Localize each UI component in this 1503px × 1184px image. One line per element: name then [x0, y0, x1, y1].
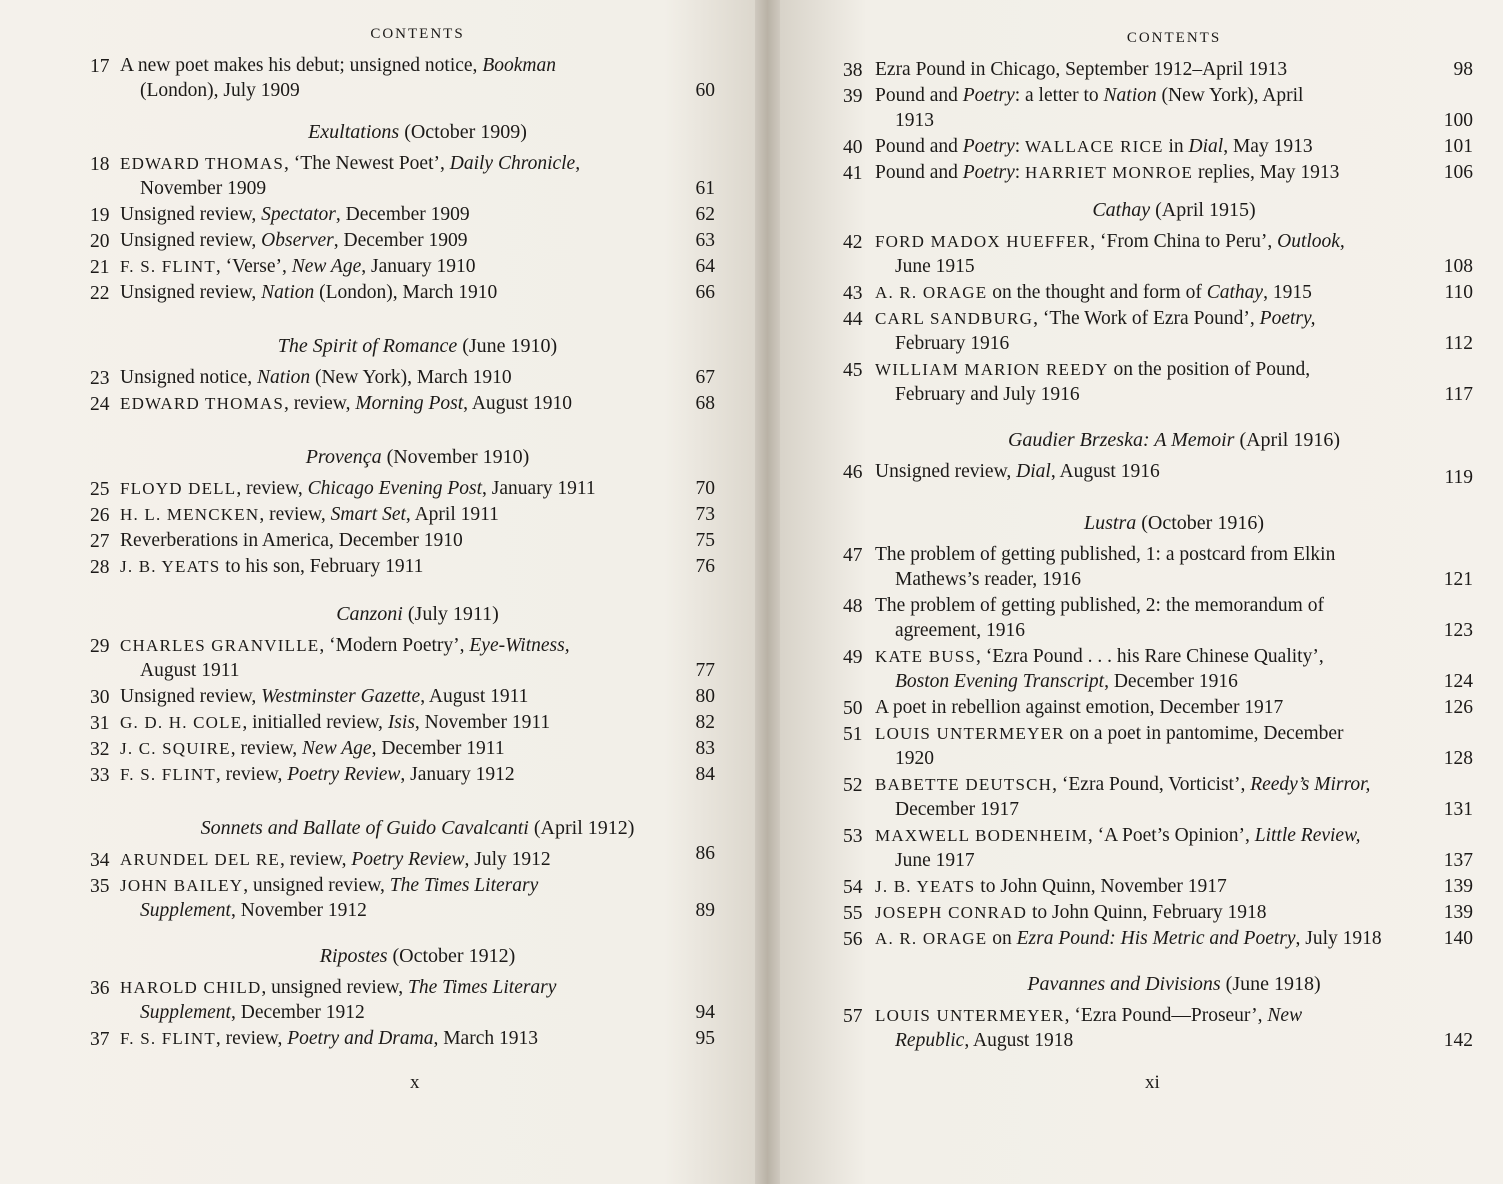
entry-page: 140 [1443, 928, 1473, 949]
entry-number: 46 [843, 462, 863, 483]
section-heading-ripostes: Ripostes (October 1912) [319, 945, 516, 967]
entry-text: Ezra Pound in Chicago, September 1912–April 1913 [875, 59, 1288, 80]
entry-text: FLOYD DELL, review, Chicago Evening Post, January 1911 [120, 478, 596, 499]
running-head: CONTENTS [1126, 30, 1222, 46]
entry-page: 117 [1444, 384, 1473, 405]
entry-number: 28 [90, 557, 110, 578]
entry-number: 49 [843, 647, 863, 668]
entry-number: 38 [843, 60, 863, 81]
entry-number: 37 [90, 1029, 110, 1050]
entry-page: 121 [1443, 569, 1473, 590]
entry-text: EDWARD THOMAS, review, Morning Post, August 1910 [120, 393, 573, 414]
contents-entry-44 [843, 306, 1473, 356]
contents-entry-57 [843, 1003, 1473, 1053]
entry-page: 112 [1444, 333, 1473, 354]
entry-text: LOUIS UNTERMEYER on a poet in pantomime, December 1920 [875, 723, 1344, 769]
contents-entry-48 [843, 593, 1473, 643]
entry-page: 61 [695, 178, 715, 199]
entry-number: 33 [90, 765, 110, 786]
entry-page: 75 [695, 530, 715, 551]
entry-number: 41 [843, 163, 863, 184]
entry-page: 66 [695, 282, 715, 303]
contents-entry-28 [90, 554, 715, 579]
contents-entry-43 [843, 280, 1473, 305]
entry-page: 108 [1443, 256, 1473, 277]
entry-text: LOUIS UNTERMEYER, ‘Ezra Pound—Proseur’, New Republic, August 1918 [875, 1005, 1303, 1051]
entry-number: 54 [843, 877, 863, 898]
contents-entry-24 [90, 391, 715, 416]
section-heading-cathay: Cathay (April 1915) [1092, 199, 1256, 221]
contents-entry-19 [90, 202, 715, 227]
entry-number: 36 [90, 978, 110, 999]
entry-page: 106 [1443, 162, 1473, 183]
entry-text: WILLIAM MARION REEDY on the position of Pound, February and July 1916 [875, 359, 1311, 405]
contents-entry-20 [90, 228, 715, 253]
entry-number: 31 [90, 713, 110, 734]
contents-entry-53 [843, 823, 1473, 873]
section-heading-spirit-of-romance: The Spirit of Romance (June 1910) [277, 335, 558, 357]
entry-text: BABETTE DEUTSCH, ‘Ezra Pound, Vorticist’, Reedy’s Mirror, December 1917 [875, 774, 1371, 820]
contents-entry-52 [843, 772, 1473, 822]
entry-page: 128 [1443, 748, 1473, 769]
entry-page: 123 [1443, 620, 1473, 641]
entry-number: 50 [843, 698, 863, 719]
entry-page: 94 [695, 1002, 715, 1023]
entry-text: Unsigned notice, Nation (New York), March 1910 [120, 367, 512, 388]
contents-entry-41 [843, 160, 1473, 185]
entry-number: 55 [843, 903, 863, 924]
entry-text: J. B. YEATS to his son, February 1911 [120, 556, 424, 577]
contents-entry-56 [843, 926, 1473, 951]
entry-number: 17 [90, 56, 110, 77]
entry-page: 83 [695, 738, 715, 759]
section-heading-lustra: Lustra (October 1916) [1084, 512, 1264, 534]
section-heading-canzoni: Canzoni (July 1911) [336, 603, 499, 625]
entry-page: 67 [695, 367, 715, 388]
contents-entry-21 [90, 254, 715, 279]
entry-text: CARL SANDBURG, ‘The Work of Ezra Pound’, Poetry, February 1916 [875, 308, 1316, 354]
entry-number: 24 [90, 394, 110, 415]
entry-text: The problem of getting published, 2: the memorandum of agreement, 1916 [875, 595, 1324, 641]
contents-entry-25 [90, 476, 715, 501]
contents-entry-55 [843, 900, 1473, 925]
entry-text: ARUNDEL DEL RE, review, Poetry Review, July 1912 [120, 849, 551, 870]
contents-entry-37 [90, 1026, 715, 1051]
entry-number: 40 [843, 137, 863, 158]
entry-page: 89 [695, 900, 715, 921]
entry-page: 100 [1443, 110, 1473, 131]
entry-number: 45 [843, 360, 863, 381]
contents-entry-49 [843, 644, 1473, 694]
entry-page: 110 [1444, 282, 1473, 303]
entry-number: 27 [90, 531, 110, 552]
entry-page: 62 [695, 204, 715, 225]
contents-entry-40 [843, 134, 1473, 159]
entry-page: 95 [695, 1028, 715, 1049]
entry-text: F. S. FLINT, review, Poetry Review, January 1912 [120, 764, 515, 785]
page-number: x [410, 1072, 420, 1093]
entry-page: 73 [695, 504, 715, 525]
contents-entry-35 [90, 873, 715, 923]
entry-page: 137 [1443, 850, 1473, 871]
entry-text: Unsigned review, Observer, December 1909 [120, 230, 468, 251]
contents-entry-30 [90, 684, 715, 709]
entry-number: 43 [843, 283, 863, 304]
page-number: xi [1145, 1072, 1160, 1093]
section-heading-provenca: Provença (November 1910) [305, 446, 530, 468]
entry-text: Reverberations in America, December 1910 [120, 530, 463, 551]
entry-text: F. S. FLINT, ‘Verse’, New Age, January 1910 [120, 256, 476, 277]
section-heading-gaudier-brzeska: Gaudier Brzeska: A Memoir (April 1916) [1007, 429, 1340, 451]
entry-page: 101 [1443, 136, 1473, 157]
contents-entry-31 [90, 710, 715, 735]
entry-text: A new poet makes his debut; unsigned notice, Bookman (London), July 1909 [120, 55, 556, 101]
entry-page: 119 [1444, 467, 1473, 488]
entry-number: 47 [843, 545, 863, 566]
section-heading-pavannes-and-divisions: Pavannes and Divisions (June 1918) [1027, 973, 1321, 995]
entry-number: 21 [90, 257, 110, 278]
contents-entry-29 [90, 633, 715, 683]
entry-number: 30 [90, 687, 110, 708]
contents-entry-27 [90, 528, 715, 553]
entry-page: 70 [695, 478, 715, 499]
entry-text: A. R. ORAGE on the thought and form of Cathay, 1915 [875, 282, 1312, 303]
entry-number: 26 [90, 505, 110, 526]
entry-text: A poet in rebellion against emotion, December 1917 [875, 697, 1284, 718]
entry-number: 23 [90, 368, 110, 389]
entry-number: 19 [90, 205, 110, 226]
contents-entry-34 [90, 843, 715, 872]
entry-text: CHARLES GRANVILLE, ‘Modern Poetry’, Eye-Witness, August 1911 [120, 635, 570, 681]
entry-page: 124 [1443, 671, 1473, 692]
entry-number: 35 [90, 876, 110, 897]
entry-page: 76 [695, 556, 715, 577]
entry-text: Pound and Poetry: WALLACE RICE in Dial, May 1913 [875, 136, 1313, 157]
entry-page: 80 [695, 686, 715, 707]
entry-text: H. L. MENCKEN, review, Smart Set, April 1911 [120, 504, 499, 525]
entry-number: 52 [843, 775, 863, 796]
entry-text: HAROLD CHILD, unsigned review, The Times Literary Supplement, December 1912 [120, 977, 557, 1023]
contents-entry-32 [90, 736, 715, 761]
entry-number: 34 [90, 850, 110, 871]
entry-text: Unsigned review, Spectator, December 1909 [120, 204, 470, 225]
entry-text: JOHN BAILEY, unsigned review, The Times Literary Supplement, November 1912 [120, 875, 539, 921]
contents-entry-23 [90, 365, 715, 390]
entry-number: 32 [90, 739, 110, 760]
section-heading-sonnets-and-ballate: Sonnets and Ballate of Guido Cavalcanti (April 1912) [200, 817, 635, 839]
entry-text: KATE BUSS, ‘Ezra Pound . . . his Rare Chinese Quality’, Boston Evening Transcript, December 1916 [875, 646, 1324, 692]
entry-number: 53 [843, 826, 863, 847]
contents-entry-26 [90, 502, 715, 527]
entry-text: J. C. SQUIRE, review, New Age, December 1911 [120, 738, 505, 759]
contents-entry-47 [843, 542, 1473, 592]
entry-number: 29 [90, 636, 110, 657]
entry-page: 142 [1443, 1030, 1473, 1051]
entry-number: 20 [90, 231, 110, 252]
entry-page: 84 [695, 764, 715, 785]
entry-text: Pound and Poetry: HARRIET MONROE replies, May 1913 [875, 162, 1340, 183]
entry-number: 51 [843, 724, 863, 745]
contents-entry-39 [843, 83, 1473, 133]
entry-number: 56 [843, 929, 863, 950]
entry-number: 18 [90, 154, 110, 175]
section-heading-exultations: Exultations (October 1909) [308, 121, 527, 143]
book-gutter [755, 0, 780, 1184]
contents-entry-50 [843, 695, 1473, 720]
entry-text: Unsigned review, Westminster Gazette, August 1911 [120, 686, 529, 707]
entry-text: J. B. YEATS to John Quinn, November 1917 [875, 876, 1227, 897]
entry-text: The problem of getting published, 1: a postcard from Elkin Mathews’s reader, 1916 [875, 544, 1336, 590]
contents-entry-42 [843, 229, 1473, 279]
contents-entry-17 [90, 53, 715, 103]
entry-text: A. R. ORAGE on Ezra Pound: His Metric and Poetry, July 1918 [875, 928, 1382, 949]
contents-entry-54 [843, 874, 1473, 899]
entry-page: 86 [695, 843, 715, 864]
entry-number: 48 [843, 596, 863, 617]
entry-text: Unsigned review, Dial, August 1916 [875, 461, 1160, 482]
entry-page: 126 [1443, 697, 1473, 718]
entry-text: F. S. FLINT, review, Poetry and Drama, March 1913 [120, 1028, 538, 1049]
entry-page: 77 [695, 660, 715, 681]
entry-page: 139 [1443, 902, 1473, 923]
entry-number: 22 [90, 283, 110, 304]
entry-page: 64 [695, 256, 715, 277]
entry-number: 57 [843, 1006, 863, 1027]
entry-number: 44 [843, 309, 863, 330]
entry-page: 82 [695, 712, 715, 733]
entry-text: Pound and Poetry: a letter to Nation (New York), April 1913 [875, 85, 1304, 131]
contents-entry-38 [843, 57, 1473, 82]
entry-text: FORD MADOX HUEFFER, ‘From China to Peru’, Outlook, June 1915 [875, 231, 1345, 277]
entry-number: 42 [843, 232, 863, 253]
entry-page: 139 [1443, 876, 1473, 897]
entry-text: EDWARD THOMAS, ‘The Newest Poet’, Daily Chronicle, November 1909 [120, 153, 581, 199]
contents-entry-18 [90, 151, 715, 201]
entry-number: 25 [90, 479, 110, 500]
running-head: CONTENTS [370, 26, 465, 42]
contents-entry-45 [843, 357, 1473, 407]
entry-page: 60 [695, 80, 715, 101]
contents-entry-51 [843, 721, 1473, 771]
entry-text: G. D. H. COLE, initialled review, Isis, November 1911 [120, 712, 551, 733]
contents-entry-36 [90, 975, 715, 1025]
right-page [780, 0, 1503, 1184]
entry-number: 39 [843, 86, 863, 107]
entry-text: Unsigned review, Nation (London), March 1910 [120, 282, 498, 303]
entry-page: 63 [695, 230, 715, 251]
contents-entry-22 [90, 280, 715, 305]
entry-page: 98 [1453, 59, 1473, 80]
entry-page: 68 [695, 393, 715, 414]
entry-page: 131 [1443, 799, 1473, 820]
entry-text: MAXWELL BODENHEIM, ‘A Poet’s Opinion’, Little Review, June 1917 [875, 825, 1361, 871]
contents-entry-33 [90, 762, 715, 787]
contents-entry-46 [843, 459, 1473, 488]
entry-text: JOSEPH CONRAD to John Quinn, February 1918 [875, 902, 1267, 923]
